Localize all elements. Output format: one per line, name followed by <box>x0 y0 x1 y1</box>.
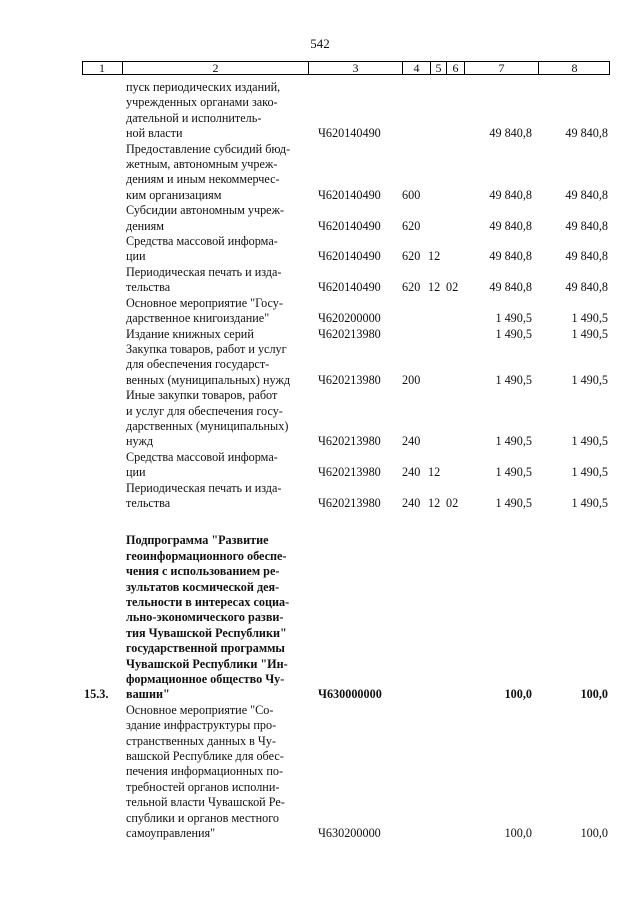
row-col-8: 1 490,5 <box>571 495 608 510</box>
row-col-5: 12 <box>428 280 441 295</box>
row-name <box>126 203 306 234</box>
row-col-8: 49 840,8 <box>565 187 608 202</box>
row-name-line: Периодическая печать и изда- <box>126 480 282 495</box>
row-name <box>126 450 306 481</box>
row-name-line: Средства массовой информа- <box>126 234 278 249</box>
row-number: 15.3. <box>84 687 109 702</box>
table-row <box>0 450 640 481</box>
row-name-line: Предоставление субсидий бюд- <box>126 141 291 156</box>
table-row <box>0 342 640 388</box>
row-col-8: 49 840,8 <box>565 280 608 295</box>
row-col-8: 1 490,5 <box>571 372 608 387</box>
row-name-line: ции <box>126 249 146 264</box>
row-name-line: ной власти <box>126 126 183 141</box>
row-code: Ч620140490 <box>318 187 381 202</box>
row-col-7: 1 490,5 <box>495 495 532 510</box>
row-col-4: 620 <box>402 249 421 264</box>
row-name-line: дательной и исполнитель- <box>126 110 262 125</box>
header-col-6: 6 <box>446 61 464 75</box>
row-col-4: 240 <box>402 434 421 449</box>
row-name-line: Подпрограмма "Развитие <box>126 533 269 548</box>
row-col-7: 1 490,5 <box>495 434 532 449</box>
row-name-line: чения с использованием ре- <box>126 564 280 579</box>
row-name-line: дениям и иным некоммерчес- <box>126 172 280 187</box>
row-name <box>126 388 306 450</box>
row-name-line: спублики и органов местного <box>126 810 280 825</box>
table-row <box>0 481 640 512</box>
row-name <box>126 703 306 842</box>
table-row <box>0 203 640 234</box>
row-name-line: пуск периодических изданий, <box>126 80 281 94</box>
row-name-line: Основное мероприятие "Госу- <box>126 295 283 310</box>
row-name-line: геоинформационного обеспе- <box>126 548 287 563</box>
header-col-1: 1 <box>99 61 105 75</box>
row-code: Ч620140490 <box>318 249 381 264</box>
row-code: Ч620140490 <box>318 280 381 295</box>
row-name-line: тельства <box>126 280 171 295</box>
row-name-line: венных (муниципальных) нужд <box>126 372 291 387</box>
row-col-7: 100,0 <box>504 826 532 841</box>
row-code: Ч620200000 <box>318 311 381 326</box>
row-name-line: вашской Республике для обес- <box>126 749 284 764</box>
row-name-line: Основное мероприятие "Со- <box>126 702 274 717</box>
row-col-4: 240 <box>402 495 421 510</box>
row-col-7: 49 840,8 <box>489 280 532 295</box>
row-name <box>126 481 306 512</box>
row-col-8: 1 490,5 <box>571 434 608 449</box>
table-row <box>0 80 640 142</box>
row-name-line: формационное общество Чу- <box>126 672 285 687</box>
header-col-4: 4 <box>402 61 430 75</box>
row-name-line: ким организациям <box>126 187 222 202</box>
row-name-line: учрежденных органами зако- <box>126 95 278 110</box>
row-col-7: 1 490,5 <box>495 326 532 341</box>
row-name <box>126 234 306 265</box>
row-col-4: 620 <box>402 280 421 295</box>
row-name-line: Периодическая печать и изда- <box>126 264 282 279</box>
table-row <box>0 533 640 702</box>
header-col-5: 5 <box>430 61 446 75</box>
row-name-line: Средства массовой информа- <box>126 449 278 464</box>
row-code: Ч630200000 <box>318 826 381 841</box>
table-body <box>0 80 640 842</box>
row-name-line: Чувашской Республики "Ин- <box>126 656 288 671</box>
row-name-line: зультатов космической дея- <box>126 579 280 594</box>
row-name-line: государственной программы <box>126 641 285 656</box>
row-name-line: странственных данных в Чу- <box>126 733 276 748</box>
section-gap <box>0 511 640 533</box>
header-col-3: 3 <box>308 61 402 75</box>
row-col-5: 12 <box>428 495 441 510</box>
row-col-6: 02 <box>446 495 459 510</box>
page-number: 542 <box>310 36 330 51</box>
table-row <box>0 296 640 327</box>
row-name-line: самоуправления" <box>126 826 216 841</box>
row-name <box>126 327 306 342</box>
row-col-8: 1 490,5 <box>571 326 608 341</box>
row-col-8: 1 490,5 <box>571 311 608 326</box>
row-name-line: тельства <box>126 495 171 510</box>
row-name-line: тия Чувашской Республики" <box>126 625 287 640</box>
row-name-line: требностей органов исполни- <box>126 779 280 794</box>
row-col-4: 600 <box>402 187 421 202</box>
row-col-4: 200 <box>402 372 421 387</box>
row-name <box>126 533 306 702</box>
row-name-line: льно-экономического разви- <box>126 610 284 625</box>
row-name-line: дарственных (муниципальных) <box>126 418 289 433</box>
table-row <box>0 142 640 204</box>
row-name-line: дениям <box>126 218 164 233</box>
row-name-line: Закупка товаров, работ и услуг <box>126 341 287 356</box>
table-header <box>82 61 610 75</box>
row-code: Ч620213980 <box>318 465 381 480</box>
row-name-line: печения информационных по- <box>126 764 284 779</box>
row-name-line: дарственное книгоиздание" <box>126 311 270 326</box>
row-col-7: 100,0 <box>504 687 532 702</box>
row-col-7: 49 840,8 <box>489 218 532 233</box>
row-name-line: тельной власти Чувашской Ре- <box>126 795 285 810</box>
table-row <box>0 388 640 450</box>
row-col-7: 49 840,8 <box>489 187 532 202</box>
row-name-line: Иные закупки товаров, работ <box>126 388 278 403</box>
row-name-line: жетным, автономным учреж- <box>126 157 278 172</box>
row-name-line: для обеспечения государст- <box>126 357 270 372</box>
table-row <box>0 265 640 296</box>
row-code: Ч620140490 <box>318 126 381 141</box>
row-code: Ч620213980 <box>318 434 381 449</box>
row-col-7: 1 490,5 <box>495 311 532 326</box>
row-code: Ч620140490 <box>318 218 381 233</box>
row-name-line: вашии" <box>126 687 170 702</box>
table-row <box>0 234 640 265</box>
row-col-4: 240 <box>402 465 421 480</box>
row-col-7: 1 490,5 <box>495 465 532 480</box>
header-col-7: 7 <box>464 61 538 75</box>
header-col-2: 2 <box>122 61 308 75</box>
row-col-5: 12 <box>428 465 441 480</box>
row-name-line: здание инфраструктуры про- <box>126 718 277 733</box>
header-col-8: 8 <box>538 61 610 75</box>
row-name <box>126 80 306 142</box>
row-name-line: Субсидии автономным учреж- <box>126 203 285 218</box>
table-row <box>0 327 640 342</box>
row-col-8: 1 490,5 <box>571 465 608 480</box>
table-row <box>0 703 640 842</box>
row-name <box>126 265 306 296</box>
row-col-7: 49 840,8 <box>489 249 532 264</box>
row-code: Ч620213980 <box>318 326 381 341</box>
row-name-line: и услуг для обеспечения госу- <box>126 403 283 418</box>
row-col-8: 100,0 <box>580 826 608 841</box>
row-name-line: тельности в интересах социа- <box>126 595 290 609</box>
row-col-8: 49 840,8 <box>565 218 608 233</box>
row-name-line: ции <box>126 465 146 480</box>
row-col-8: 49 840,8 <box>565 249 608 264</box>
row-name <box>126 296 306 327</box>
row-name-line: Издание книжных серий <box>126 326 254 341</box>
row-col-8: 49 840,8 <box>565 126 608 141</box>
row-name <box>126 342 306 388</box>
row-col-7: 49 840,8 <box>489 126 532 141</box>
row-col-7: 1 490,5 <box>495 372 532 387</box>
row-name <box>126 142 306 204</box>
row-name-line: нужд <box>126 434 154 449</box>
row-code: Ч620213980 <box>318 372 381 387</box>
row-col-8: 100,0 <box>580 687 608 702</box>
row-col-6: 02 <box>446 280 459 295</box>
row-code: Ч630000000 <box>318 687 382 702</box>
row-col-4: 620 <box>402 218 421 233</box>
row-col-5: 12 <box>428 249 441 264</box>
row-code: Ч620213980 <box>318 495 381 510</box>
